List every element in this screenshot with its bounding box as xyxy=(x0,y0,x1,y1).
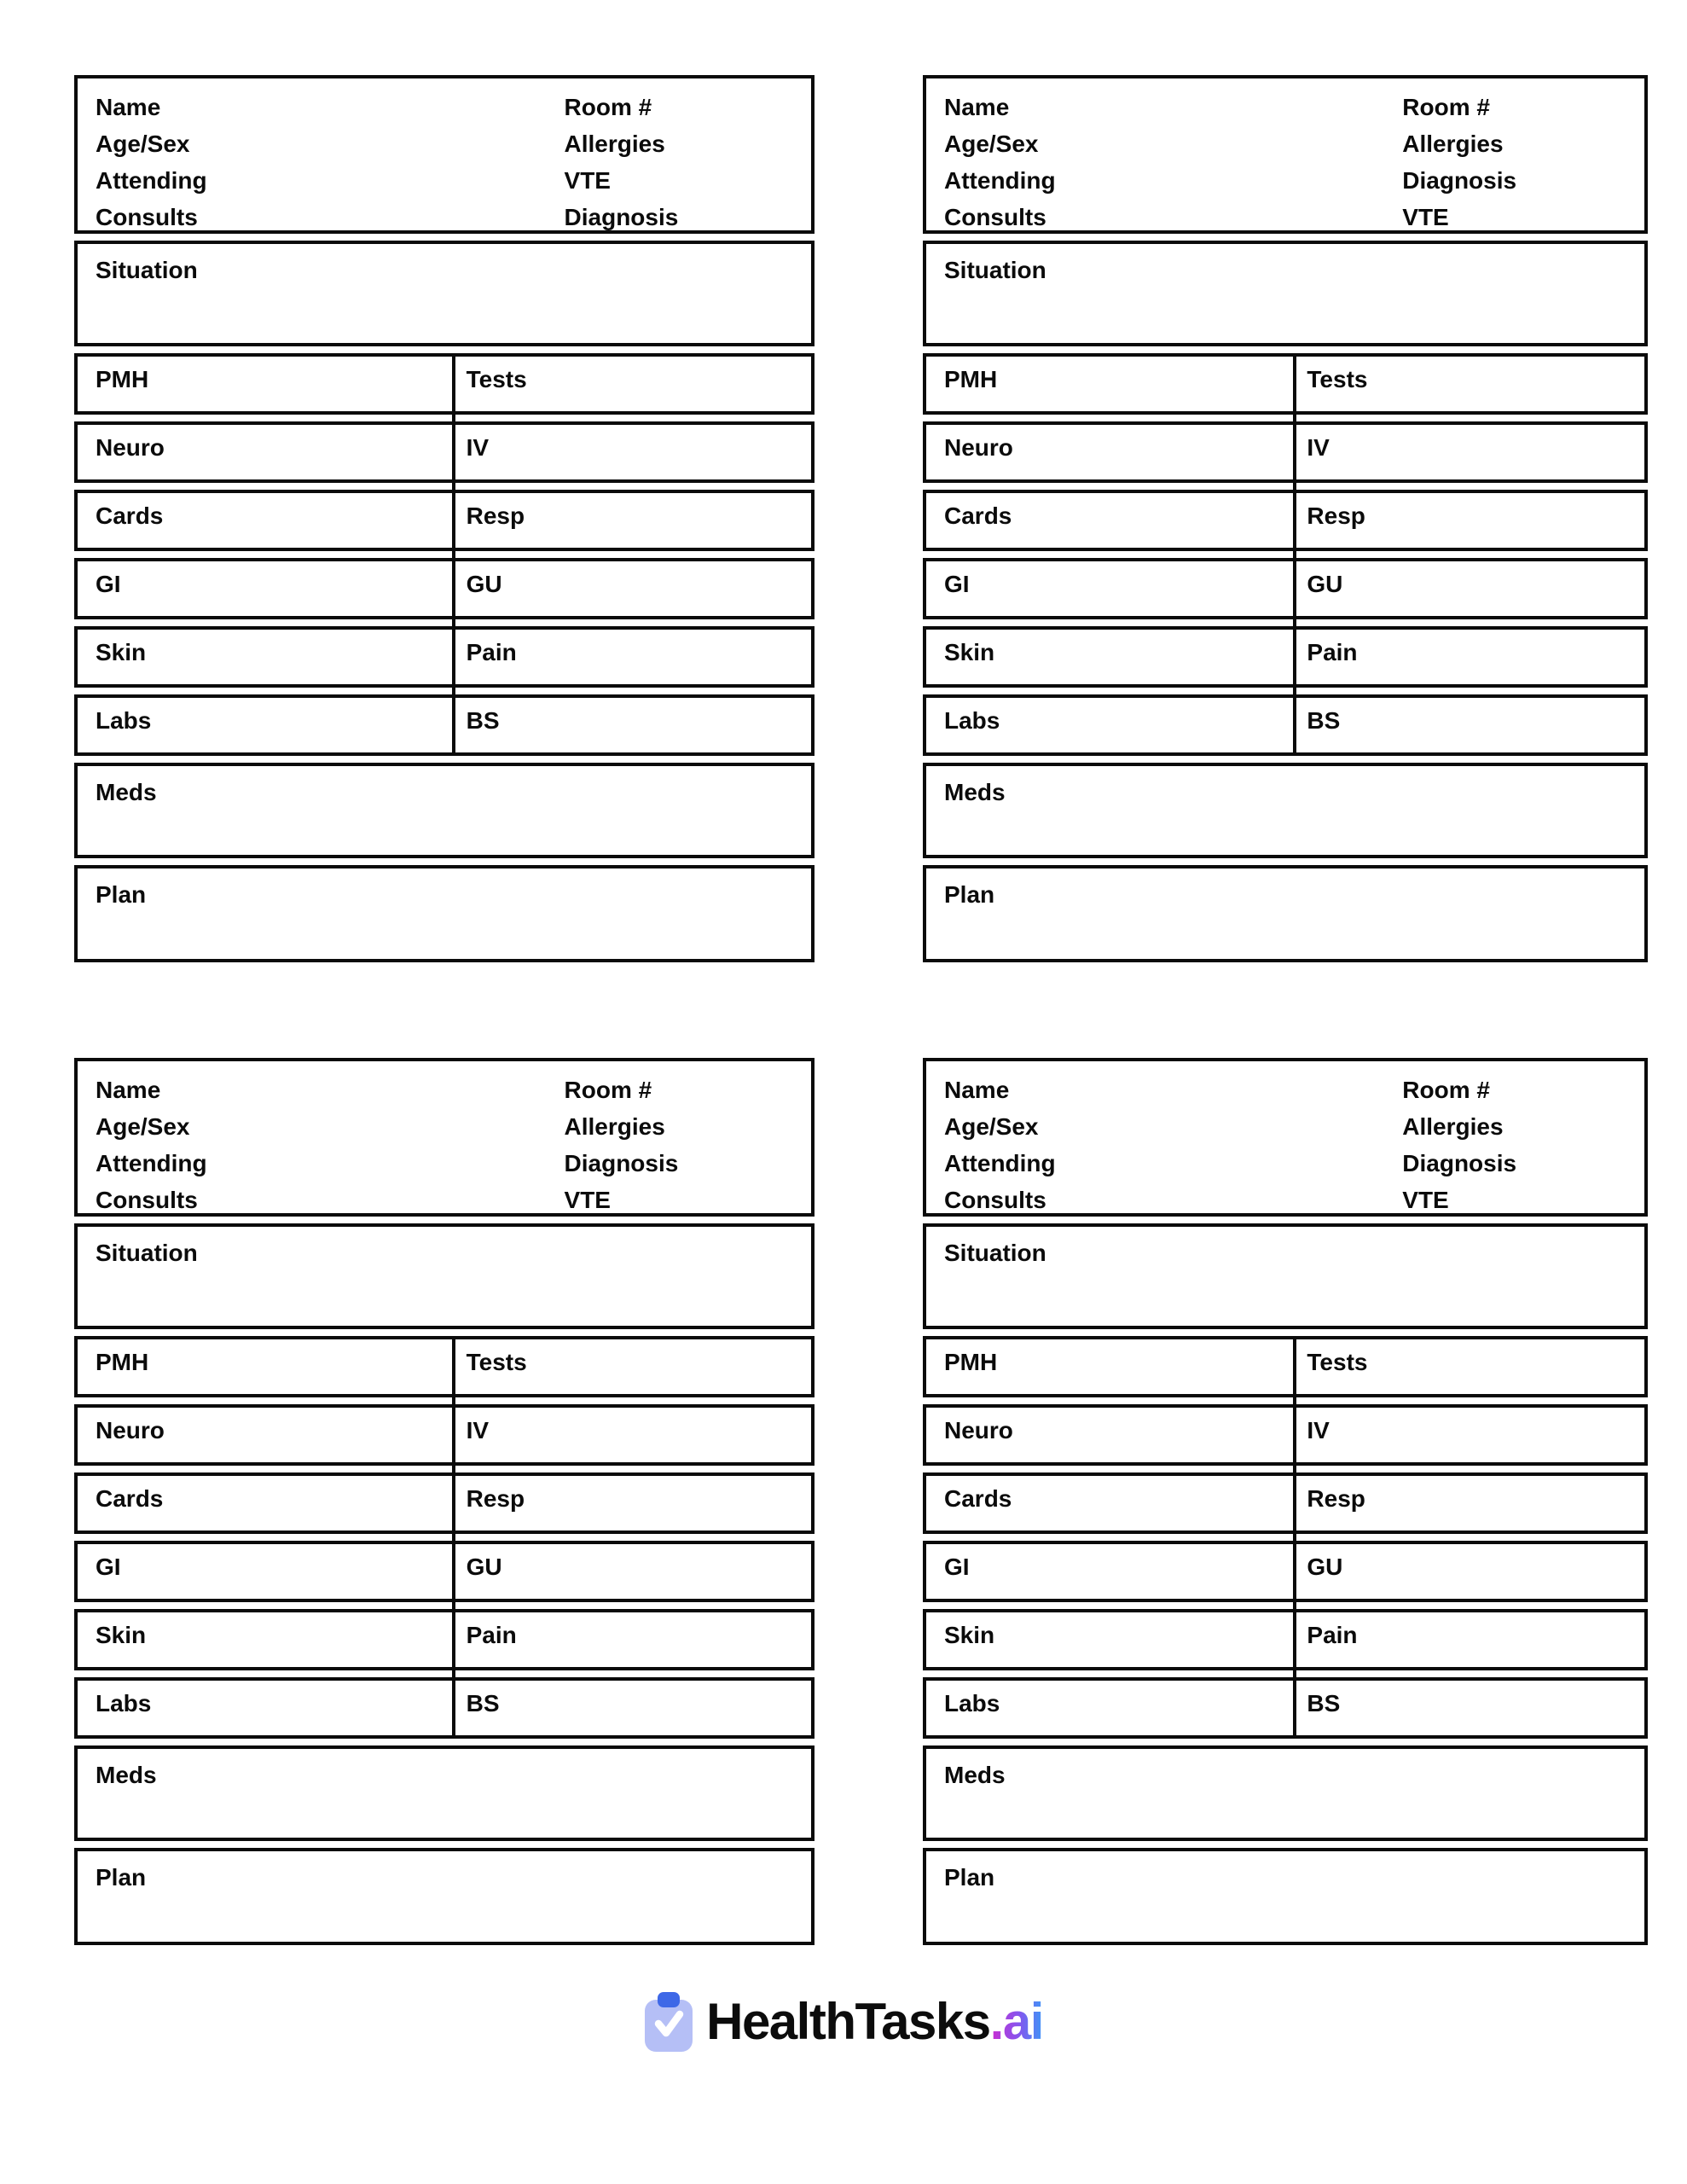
field-label-consults: Consults xyxy=(944,1187,1046,1213)
section-label: PMH xyxy=(96,1349,149,1375)
section-label: Neuro xyxy=(944,1417,1013,1443)
section-label: GI xyxy=(944,1554,970,1580)
section-cell-left xyxy=(926,357,1292,411)
section-label: Skin xyxy=(96,1622,147,1648)
section-label: PMH xyxy=(944,1349,998,1375)
column-divider xyxy=(452,353,455,756)
section-situation xyxy=(74,241,815,346)
section-cell-left xyxy=(78,1681,452,1735)
section-label: Plan xyxy=(944,881,995,908)
header-right-column xyxy=(1402,1072,1644,1213)
field-label-allergies: Allergies xyxy=(1402,131,1504,157)
section-cell-right xyxy=(452,698,811,752)
section-label: Cards xyxy=(96,1485,164,1512)
field-label-allergies: Allergies xyxy=(1402,1113,1504,1140)
section-row-gi-gu xyxy=(74,558,815,619)
section-label: Tests xyxy=(1307,1349,1368,1375)
section-cell-right xyxy=(1292,561,1644,616)
section-label: PMH xyxy=(96,366,149,392)
card-header xyxy=(74,1058,815,1217)
section-label: GU xyxy=(1307,571,1343,597)
field-label-4: VTE xyxy=(1402,204,1449,230)
field-label-4: VTE xyxy=(564,1187,611,1213)
section-label: PMH xyxy=(944,366,998,392)
section-cell-right xyxy=(452,425,811,479)
section-row-cards-resp xyxy=(74,490,815,551)
section-row-gi-gu xyxy=(923,1541,1648,1602)
section-label: Resp xyxy=(466,502,525,529)
section-cell-left xyxy=(78,357,452,411)
section-cell-left xyxy=(926,1681,1292,1735)
section-label: IV xyxy=(466,1417,490,1443)
section-plan xyxy=(74,865,815,962)
field-label-age-sex: Age/Sex xyxy=(944,1113,1039,1140)
section-cell-right xyxy=(1292,1681,1644,1735)
section-label: Skin xyxy=(944,1622,995,1648)
section-label: IV xyxy=(1307,434,1330,461)
section-label: Meds xyxy=(96,779,157,805)
section-cell-right xyxy=(452,1476,811,1531)
section-row-gi-gu xyxy=(923,558,1648,619)
section-label: Pain xyxy=(466,639,517,665)
brand-footer xyxy=(0,1990,1687,2053)
section-meds xyxy=(74,1745,815,1841)
field-label-attending: Attending xyxy=(944,1150,1056,1176)
section-label: BS xyxy=(466,707,500,734)
section-label: Cards xyxy=(944,502,1012,529)
section-row-pmh-tests xyxy=(74,353,815,415)
section-row-cards-resp xyxy=(923,1472,1648,1534)
section-row-gi-gu xyxy=(74,1541,815,1602)
field-label-name: Name xyxy=(944,94,1010,120)
section-cell-left xyxy=(78,1339,452,1394)
section-cell-right xyxy=(452,1681,811,1735)
section-label: BS xyxy=(1307,707,1341,734)
patient-report-card xyxy=(74,75,815,962)
field-label-attending: Attending xyxy=(944,167,1056,194)
section-label: Resp xyxy=(1307,1485,1365,1512)
section-cell-right xyxy=(452,561,811,616)
section-cell-right xyxy=(452,357,811,411)
field-label-room: Room # xyxy=(564,1077,652,1103)
section-cell-left xyxy=(78,425,452,479)
section-cell-left xyxy=(78,1544,452,1599)
section-label: Neuro xyxy=(96,1417,165,1443)
field-label-attending: Attending xyxy=(96,1150,207,1176)
section-cell-left xyxy=(926,1544,1292,1599)
section-row-skin-pain xyxy=(923,1609,1648,1670)
section-situation xyxy=(923,1223,1648,1329)
section-row-labs-bs xyxy=(74,1677,815,1739)
column-divider xyxy=(1293,353,1296,756)
section-row-pmh-tests xyxy=(923,1336,1648,1397)
section-label: BS xyxy=(466,1690,500,1716)
section-label: GU xyxy=(466,571,502,597)
section-row-skin-pain xyxy=(74,1609,815,1670)
section-cell-left xyxy=(926,630,1292,684)
section-cell-left xyxy=(78,561,452,616)
section-label: Pain xyxy=(1307,1622,1358,1648)
section-cell-left xyxy=(926,561,1292,616)
field-label-4: VTE xyxy=(1402,1187,1449,1213)
section-label: Plan xyxy=(96,881,147,908)
section-row-pmh-tests xyxy=(923,353,1648,415)
cards-grid xyxy=(74,75,1648,1945)
section-cell-right xyxy=(1292,357,1644,411)
field-label-3: Diagnosis xyxy=(1402,1150,1517,1176)
section-label: Pain xyxy=(1307,639,1358,665)
section-cell-right xyxy=(452,1408,811,1462)
section-label: Pain xyxy=(466,1622,517,1648)
section-cell-left xyxy=(926,1339,1292,1394)
section-cell-left xyxy=(926,1476,1292,1531)
header-left-column xyxy=(944,89,1402,230)
section-label: GU xyxy=(466,1554,502,1580)
section-label: Meds xyxy=(944,779,1006,805)
section-cell-right xyxy=(1292,1544,1644,1599)
section-label: Skin xyxy=(944,639,995,665)
field-label-3: Diagnosis xyxy=(564,1150,679,1176)
brand-name: HealthTasks xyxy=(706,1993,990,2050)
section-row-neuro-iv xyxy=(923,1404,1648,1466)
section-situation xyxy=(923,241,1648,346)
header-right-column xyxy=(1402,89,1644,230)
section-label: Situation xyxy=(944,1240,1046,1266)
section-plan xyxy=(923,1848,1648,1945)
card-header xyxy=(923,1058,1648,1217)
field-label-name: Name xyxy=(96,1077,161,1103)
section-cell-right xyxy=(1292,1612,1644,1667)
section-label: Situation xyxy=(944,257,1046,283)
section-cell-left xyxy=(926,425,1292,479)
section-label: Cards xyxy=(96,502,164,529)
section-row-pmh-tests xyxy=(74,1336,815,1397)
section-label: IV xyxy=(466,434,490,461)
section-cell-left xyxy=(926,1612,1292,1667)
section-cell-right xyxy=(1292,1339,1644,1394)
section-label: GI xyxy=(944,571,970,597)
field-label-age-sex: Age/Sex xyxy=(96,131,190,157)
section-meds xyxy=(923,763,1648,858)
section-label: Tests xyxy=(1307,366,1368,392)
section-row-neuro-iv xyxy=(923,421,1648,483)
section-label: Tests xyxy=(466,1349,527,1375)
section-label: Meds xyxy=(944,1762,1006,1788)
patient-report-card xyxy=(74,1058,815,1945)
section-label: GU xyxy=(1307,1554,1343,1580)
section-cell-right xyxy=(452,1544,811,1599)
section-cell-right xyxy=(452,630,811,684)
section-cell-left xyxy=(78,630,452,684)
section-row-skin-pain xyxy=(923,626,1648,688)
section-label: Plan xyxy=(96,1864,147,1891)
field-label-age-sex: Age/Sex xyxy=(96,1113,190,1140)
section-label: Plan xyxy=(944,1864,995,1891)
section-row-cards-resp xyxy=(923,490,1648,551)
section-row-labs-bs xyxy=(923,694,1648,756)
header-right-column xyxy=(565,1072,811,1213)
card-header xyxy=(923,75,1648,234)
patient-report-card xyxy=(923,75,1648,962)
section-cell-left xyxy=(926,698,1292,752)
column-divider xyxy=(1293,1336,1296,1739)
section-cell-right xyxy=(452,1612,811,1667)
section-cell-right xyxy=(1292,425,1644,479)
section-cell-left xyxy=(78,1408,452,1462)
section-row-labs-bs xyxy=(74,694,815,756)
column-divider xyxy=(452,1336,455,1739)
section-label: Skin xyxy=(96,639,147,665)
section-row-neuro-iv xyxy=(74,421,815,483)
section-label: Labs xyxy=(944,707,1000,734)
header-left-column xyxy=(944,1072,1402,1213)
patient-report-card xyxy=(923,1058,1648,1945)
field-label-name: Name xyxy=(944,1077,1010,1103)
field-label-room: Room # xyxy=(1402,94,1490,120)
header-left-column xyxy=(96,1072,565,1213)
field-label-consults: Consults xyxy=(96,1187,198,1213)
field-label-room: Room # xyxy=(1402,1077,1490,1103)
header-left-column xyxy=(96,89,565,230)
section-cell-right xyxy=(1292,493,1644,548)
section-cell-left xyxy=(926,493,1292,548)
field-label-3: VTE xyxy=(564,167,611,194)
field-label-consults: Consults xyxy=(96,204,198,230)
brand-suffix: .ai xyxy=(989,1993,1043,2050)
section-label: Neuro xyxy=(96,434,165,461)
section-label: BS xyxy=(1307,1690,1341,1716)
section-label: Labs xyxy=(96,1690,152,1716)
section-label: IV xyxy=(1307,1417,1330,1443)
brand-wordmark xyxy=(706,1992,1043,2052)
section-label: Resp xyxy=(1307,502,1365,529)
section-cell-left xyxy=(78,1612,452,1667)
section-cell-left xyxy=(78,698,452,752)
section-label: Tests xyxy=(466,366,527,392)
section-cell-right xyxy=(1292,1408,1644,1462)
section-label: Situation xyxy=(96,257,198,283)
section-label: Meds xyxy=(96,1762,157,1788)
section-row-skin-pain xyxy=(74,626,815,688)
field-label-name: Name xyxy=(96,94,161,120)
field-label-4: Diagnosis xyxy=(564,204,679,230)
section-row-neuro-iv xyxy=(74,1404,815,1466)
section-cell-left xyxy=(78,493,452,548)
section-row-labs-bs xyxy=(923,1677,1648,1739)
field-label-allergies: Allergies xyxy=(564,1113,665,1140)
section-label: Situation xyxy=(96,1240,198,1266)
field-label-room: Room # xyxy=(564,94,652,120)
section-plan xyxy=(74,1848,815,1945)
section-cell-left xyxy=(78,1476,452,1531)
section-meds xyxy=(923,1745,1648,1841)
section-cell-right xyxy=(1292,698,1644,752)
section-label: GI xyxy=(96,1554,121,1580)
section-label: Cards xyxy=(944,1485,1012,1512)
section-label: Labs xyxy=(96,707,152,734)
clipboard-check-icon xyxy=(644,1991,693,2053)
section-cell-right xyxy=(452,493,811,548)
section-plan xyxy=(923,865,1648,962)
header-right-column xyxy=(565,89,811,230)
section-label: Resp xyxy=(466,1485,525,1512)
section-row-cards-resp xyxy=(74,1472,815,1534)
section-cell-right xyxy=(1292,630,1644,684)
section-cell-right xyxy=(1292,1476,1644,1531)
section-label: GI xyxy=(96,571,121,597)
field-label-consults: Consults xyxy=(944,204,1046,230)
section-label: Neuro xyxy=(944,434,1013,461)
card-header xyxy=(74,75,815,234)
section-meds xyxy=(74,763,815,858)
field-label-3: Diagnosis xyxy=(1402,167,1517,194)
field-label-attending: Attending xyxy=(96,167,207,194)
section-situation xyxy=(74,1223,815,1329)
section-cell-left xyxy=(926,1408,1292,1462)
field-label-age-sex: Age/Sex xyxy=(944,131,1039,157)
field-label-allergies: Allergies xyxy=(564,131,665,157)
section-label: Labs xyxy=(944,1690,1000,1716)
section-cell-right xyxy=(452,1339,811,1394)
